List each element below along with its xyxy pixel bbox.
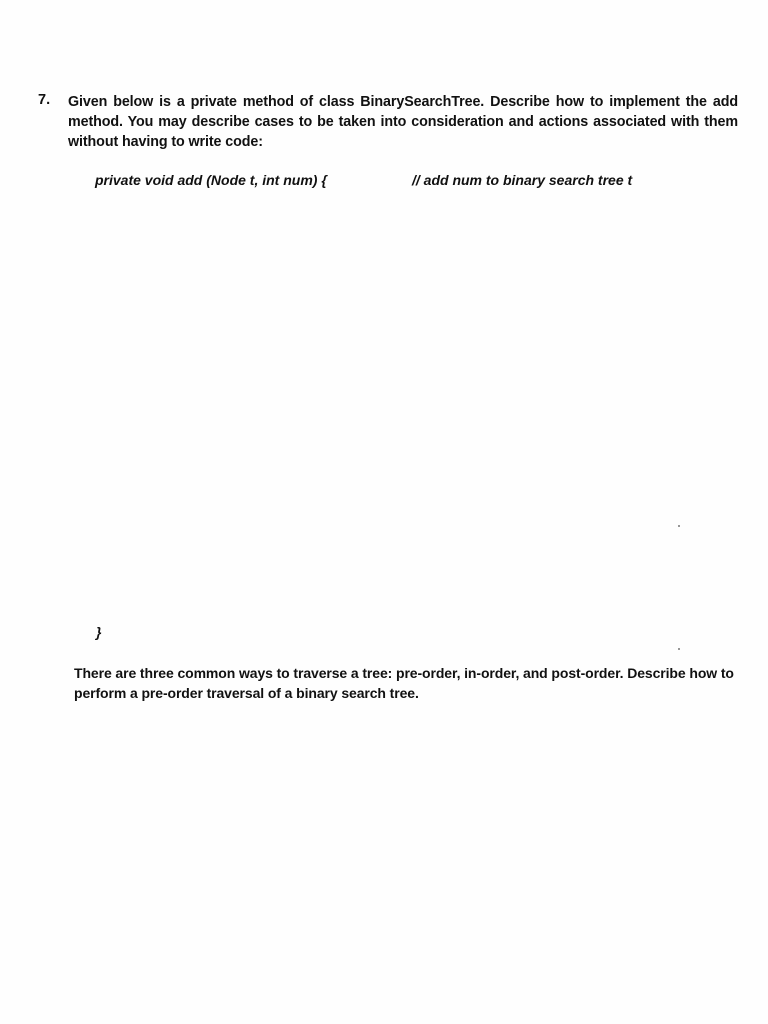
method-comment: // add num to binary search tree t (412, 172, 633, 188)
traversal-question-text: There are three common ways to traverse a tree: pre-order, in-order, and post-order. Describe how to perform a pre-order traversal of a binary search tree. (74, 665, 734, 701)
question-number: 7. (38, 92, 51, 108)
question-text: Given below is a private method of class BinarySearchTree. Describe how to implement the add method. You may describe cases to be taken into consideration and actions associated with them without having to write code: (68, 94, 738, 150)
answer-space-traversal (68, 710, 738, 1000)
answer-space-add-method (68, 200, 738, 615)
method-signature: private void add (Node t, int num) { (95, 172, 327, 188)
scan-speck (678, 525, 680, 527)
method-closing-brace: } (96, 624, 102, 640)
scan-speck (678, 648, 680, 650)
